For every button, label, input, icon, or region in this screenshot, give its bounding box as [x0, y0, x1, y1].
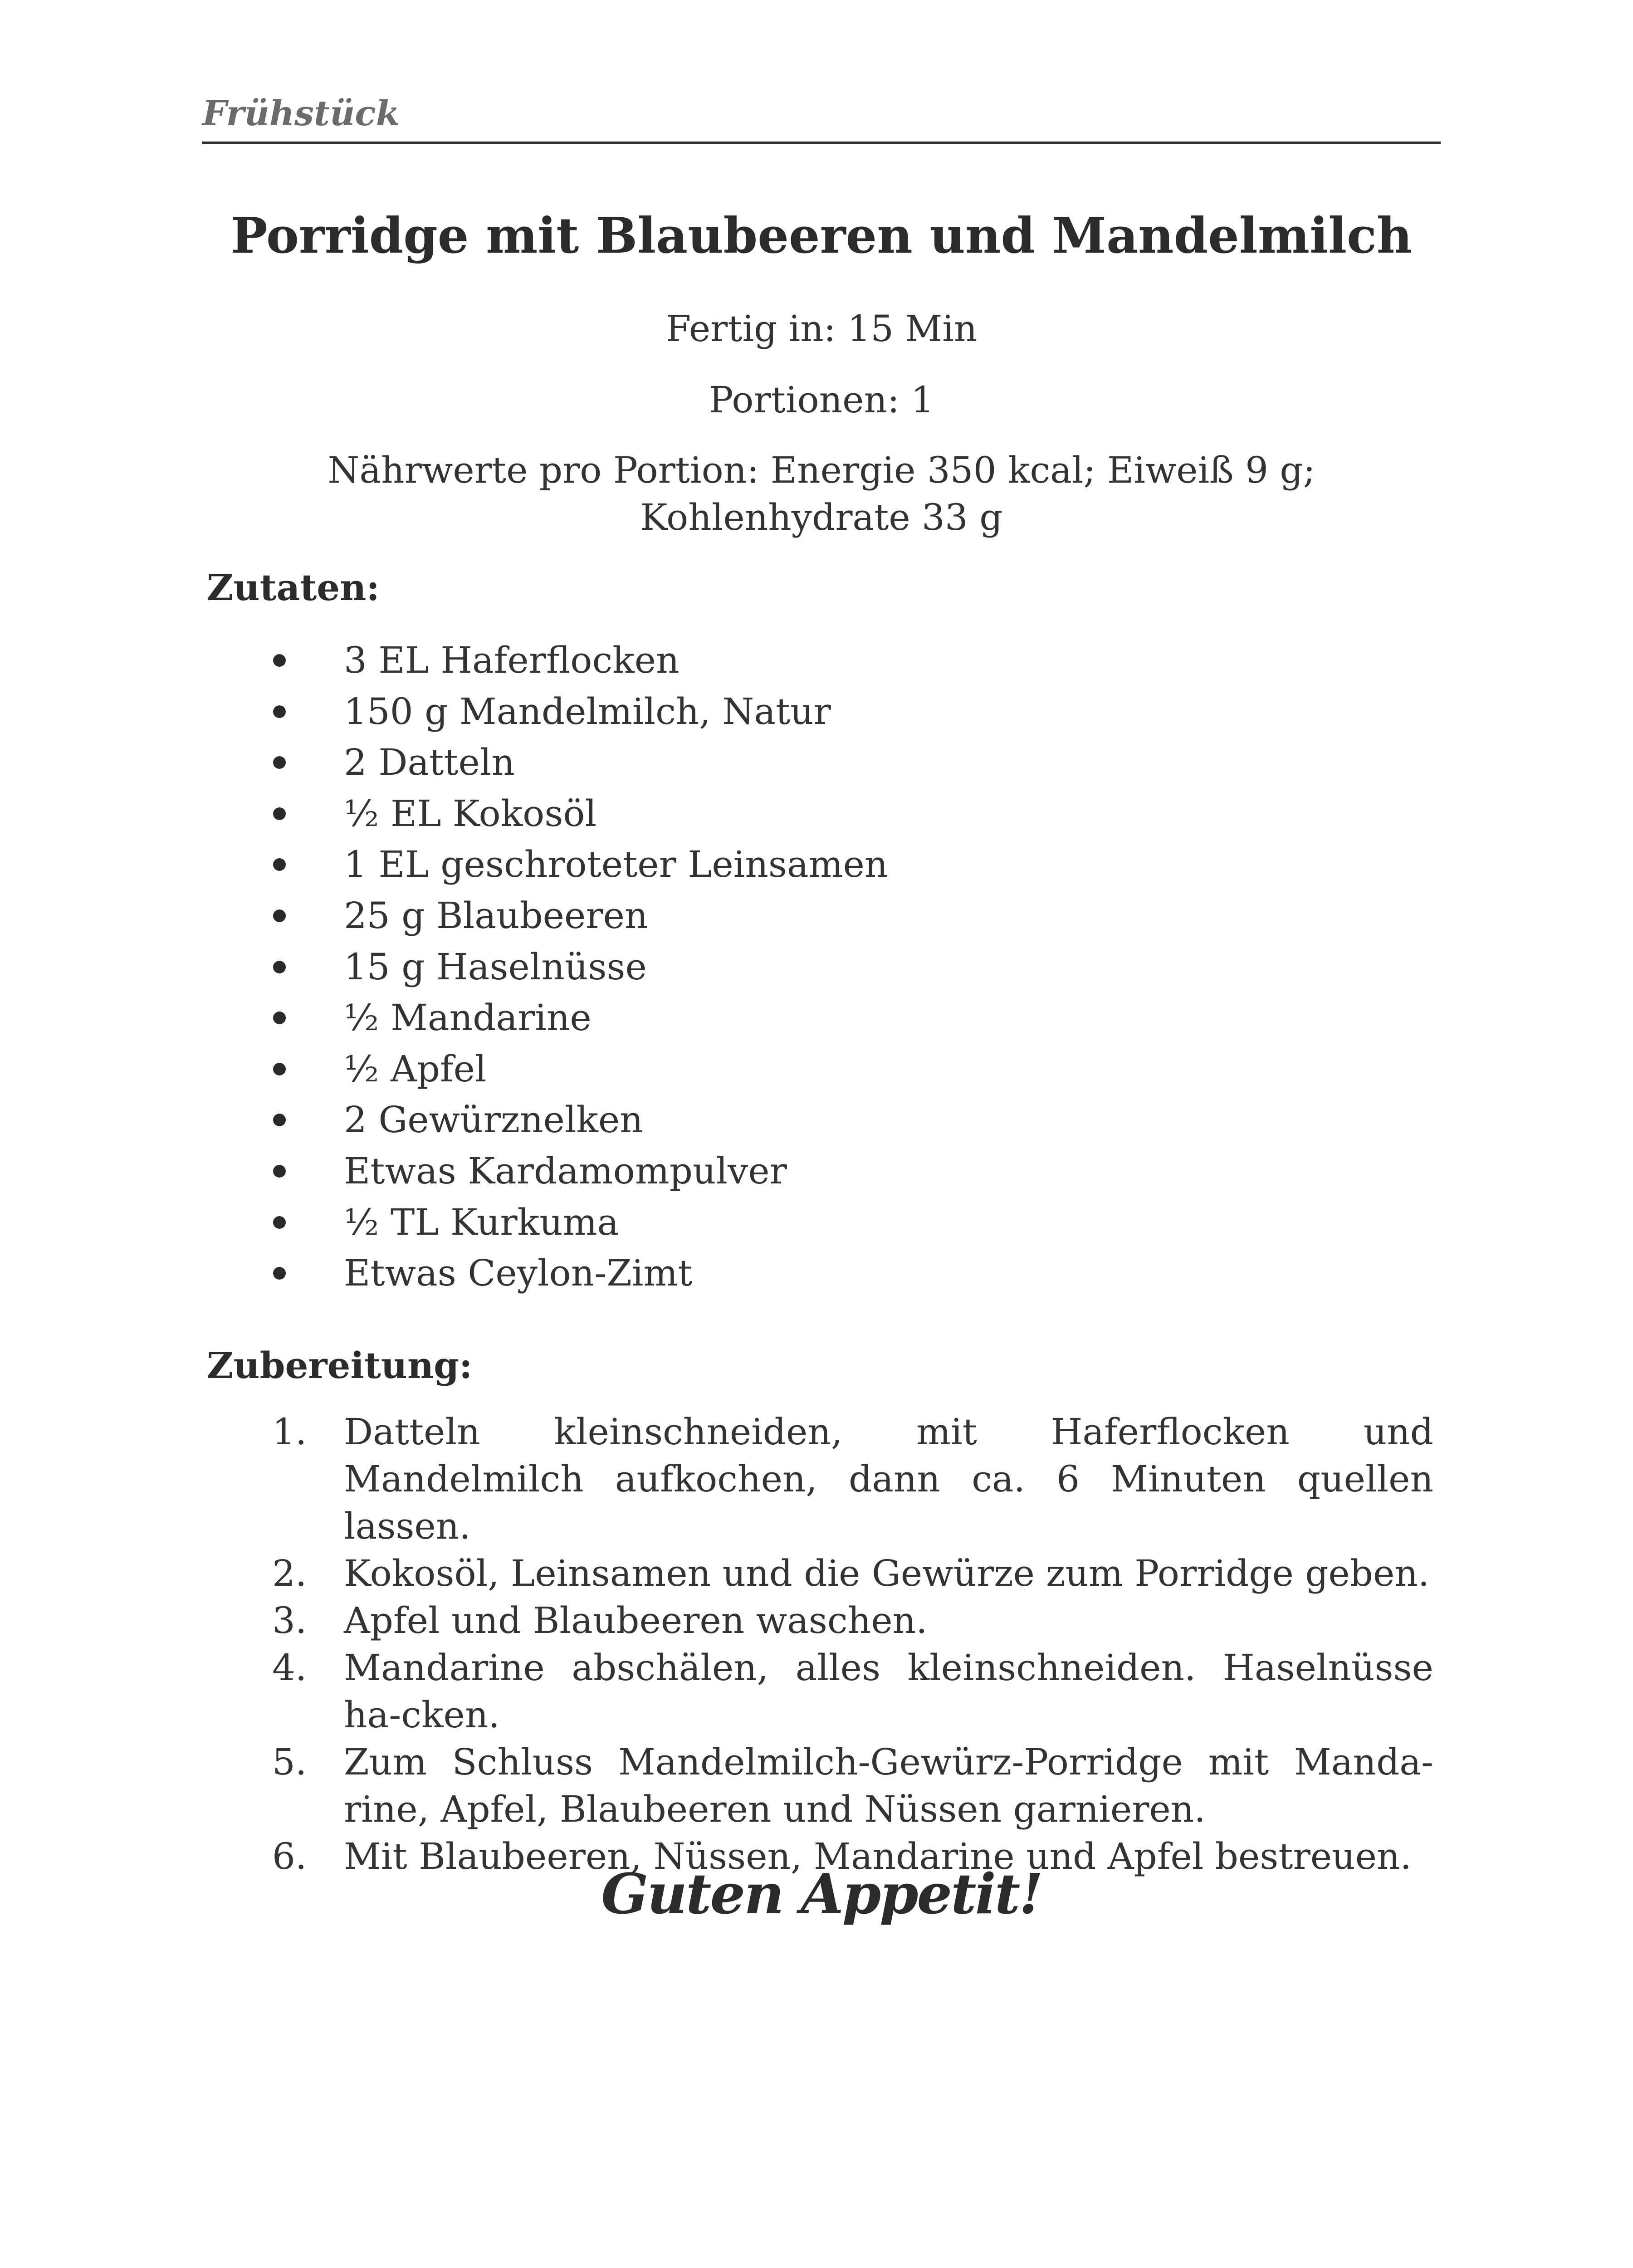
bullet-icon — [273, 909, 286, 922]
ingredient-item — [272, 635, 1406, 686]
ingredient-item — [272, 1044, 1406, 1095]
header-divider — [202, 142, 1441, 144]
ingredient-item — [272, 737, 1406, 788]
bullet-icon — [273, 705, 286, 718]
ingredient-list — [272, 635, 1406, 1299]
step-item — [272, 1644, 1433, 1739]
bullet-icon — [273, 654, 286, 667]
ingredient-text: Etwas Kardamompulver — [344, 1149, 787, 1192]
step-item — [272, 1597, 1433, 1644]
nutrition-line-1: Nährwerte pro Portion: Energie 350 kcal; Eiweiß 9 g; — [328, 449, 1315, 491]
ingredient-item — [272, 839, 1406, 890]
closing-greeting: Guten Appetit! — [601, 1861, 1042, 1926]
bullet-icon — [273, 1012, 286, 1024]
step-number: 3. — [272, 1599, 307, 1642]
step-text: Zum Schluss Mandelmilch-Gewürz-Porridge mit Manda-rine, Apfel, Blaubeeren und Nüssen garnieren. — [344, 1741, 1433, 1830]
bullet-icon — [273, 1267, 286, 1280]
ingredient-text: 150 g Mandelmilch, Natur — [344, 690, 831, 733]
step-number: 2. — [272, 1552, 307, 1594]
recipe-title: Porridge mit Blaubeeren und Mandelmilch — [230, 207, 1413, 264]
step-item — [272, 1550, 1433, 1597]
ingredient-item — [272, 1248, 1406, 1299]
ingredient-text: ½ EL Kokosöl — [344, 792, 597, 835]
ingredient-text: 2 Gewürznelken — [344, 1099, 643, 1141]
step-item — [272, 1739, 1433, 1833]
bullet-icon — [273, 807, 286, 820]
ingredient-item — [272, 788, 1406, 840]
bullet-icon — [273, 961, 286, 973]
bullet-icon — [273, 1063, 286, 1075]
bullet-icon — [273, 858, 286, 871]
ingredient-text: 25 g Blaubeeren — [344, 894, 648, 937]
ingredient-text: ½ TL Kurkuma — [344, 1201, 619, 1243]
preparation-heading: Zubereitung: — [207, 1344, 473, 1387]
step-number: 1. — [272, 1411, 307, 1453]
step-number: 4. — [272, 1647, 307, 1689]
nutrition-info — [202, 447, 1441, 541]
ingredient-text: 3 EL Haferflocken — [344, 639, 680, 681]
ingredient-text: ½ Apfel — [344, 1047, 487, 1090]
step-text: Mandarine abschälen, alles kleinschneiden. Haselnüsse ha-cken. — [344, 1647, 1433, 1736]
step-text: Apfel und Blaubeeren waschen. — [344, 1599, 928, 1642]
step-number: 6. — [272, 1835, 307, 1877]
ingredient-item — [272, 942, 1406, 993]
ingredient-text: 1 EL geschroteter Leinsamen — [344, 843, 888, 886]
ingredient-item — [272, 686, 1406, 738]
ingredient-item — [272, 992, 1406, 1044]
bullet-icon — [273, 1114, 286, 1126]
step-text: Mit Blaubeeren, Nüssen, Mandarine und Apfel bestreuen. — [344, 1835, 1412, 1877]
bullet-icon — [273, 1216, 286, 1229]
ingredient-text: ½ Mandarine — [344, 997, 592, 1039]
ingredient-item — [272, 1095, 1406, 1146]
portions: Portionen: 1 — [709, 379, 934, 421]
ingredient-item — [272, 890, 1406, 942]
step-item — [272, 1408, 1433, 1550]
preparation-steps — [272, 1408, 1433, 1880]
nutrition-line-2: Kohlenhydrate 33 g — [640, 496, 1003, 538]
ingredients-heading: Zutaten: — [207, 566, 380, 609]
prep-time: Fertig in: 15 Min — [665, 308, 978, 350]
ingredient-text: 2 Datteln — [344, 741, 515, 784]
bullet-icon — [273, 756, 286, 769]
step-text: Datteln kleinschneiden, mit Haferflocken und Mandelmilch aufkochen, dann ca. 6 Minuten quellen lassen. — [344, 1411, 1433, 1547]
step-number: 5. — [272, 1741, 307, 1783]
step-text: Kokosöl, Leinsamen und die Gewürze zum Porridge geben. — [344, 1552, 1430, 1594]
running-header: Frühstück — [202, 93, 400, 133]
bullet-icon — [273, 1165, 286, 1178]
ingredient-item — [272, 1146, 1406, 1197]
ingredient-item — [272, 1197, 1406, 1248]
ingredient-text: 15 g Haselnüsse — [344, 945, 647, 988]
ingredient-text: Etwas Ceylon-Zimt — [344, 1252, 693, 1295]
